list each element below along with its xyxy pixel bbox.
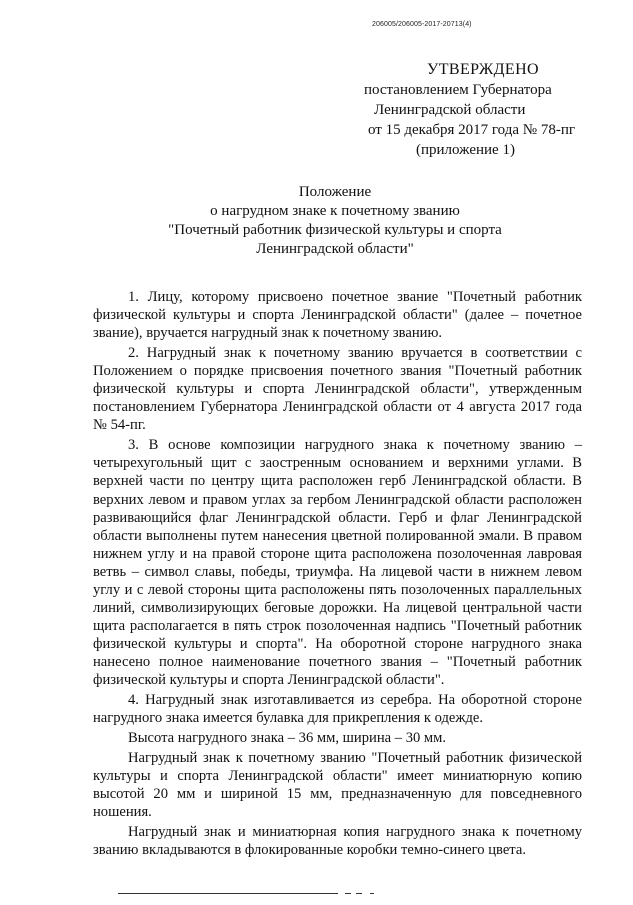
approval-line-region: Ленинградской области: [374, 102, 526, 118]
approval-line-date: от 15 декабря 2017 года № 78-пг: [368, 122, 576, 138]
scan-bottom-mark: [370, 893, 374, 894]
document-body: [93, 288, 582, 859]
document-registration-code: 206005/206005-2017-20713(4): [372, 21, 472, 28]
paragraph-miniature-copy: Нагрудный знак к почетному званию "Почетный работник физической культуры и спорта Ленинградской области" имеет миниатюрную копию высотой 20 мм и шириной 15 мм, предназначенную для повседневного ношения.: [93, 750, 582, 821]
paragraph-1: 1. Лицу, которому присвоено почетное звание "Почетный работник физической культуры и спорта Ленинградской области" (далее – почетное звание), вручается нагрудный знак к почетному званию.: [93, 289, 582, 342]
approval-heading: УТВЕРЖДЕНО: [427, 61, 540, 78]
scan-bottom-rule: [118, 893, 338, 894]
scan-bottom-mark: [356, 893, 362, 894]
paragraph-3: 3. В основе композиции нагрудного знака к почетному званию – четырехугольный щит с заостренным основанием и верхними углами. В верхней части по центру щита расположен герб Ленинградской области. В верхних левом и правом углах за гербом Ленинградской области расположен развивающийся флаг Ленинградской области. Герб и флаг Ленинградской области выполнены путем нанесения цветной полированной эмали. В правом нижнем углу и на правой стороне щита расположена позолоченная лавровая ветвь – символ славы, победы, триумфа. На лицевой части в нижнем левом углу и с левой стороны щита расположены пять позолоченных параллельных линий, символизирующих беговые дорожки. На лицевой центральной части щита располагается в пять строк позолоченная надпись "Почетный работник физической культуры и спорта". На оборотной стороне нагрудного знака нанесено полное наименование почетного звания – "Почетный работник физической культуры и спорта Ленинградской области".: [93, 437, 582, 688]
paragraph-2: 2. Нагрудный знак к почетному званию вручается в соответствии с Положением о порядке присвоения почетного звания "Почетный работник физической культуры и спорта Ленинградской области", утвержденным постановлением Губернатора Ленинградской области от 4 августа 2017 года № 54-пг.: [93, 345, 582, 434]
title-line-4: Ленинградской области": [256, 241, 414, 257]
title-line-3: "Почетный работник физической культуры и спорта: [168, 222, 502, 238]
approval-line-appendix: (приложение 1): [416, 142, 515, 158]
approval-line-decree: постановлением Губернатора: [364, 82, 552, 98]
approval-stamp-block: [360, 60, 610, 160]
paragraph-dimensions: Высота нагрудного знака – 36 мм, ширина – 30 мм.: [128, 730, 447, 747]
paragraph-4: 4. Нагрудный знак изготавливается из серебра. На оборотной стороне нагрудного знака имеется булавка для прикрепления к одежде.: [93, 692, 582, 727]
paragraph-packaging: Нагрудный знак и миниатюрная копия нагрудного знака к почетному званию вкладываются в флокированные коробки темно-синего цвета.: [93, 824, 582, 859]
scan-bottom-mark: [345, 893, 351, 894]
document-title: [100, 183, 570, 259]
title-line-2: о нагрудном знаке к почетному званию: [210, 203, 460, 219]
title-line-1: Положение: [298, 184, 372, 200]
